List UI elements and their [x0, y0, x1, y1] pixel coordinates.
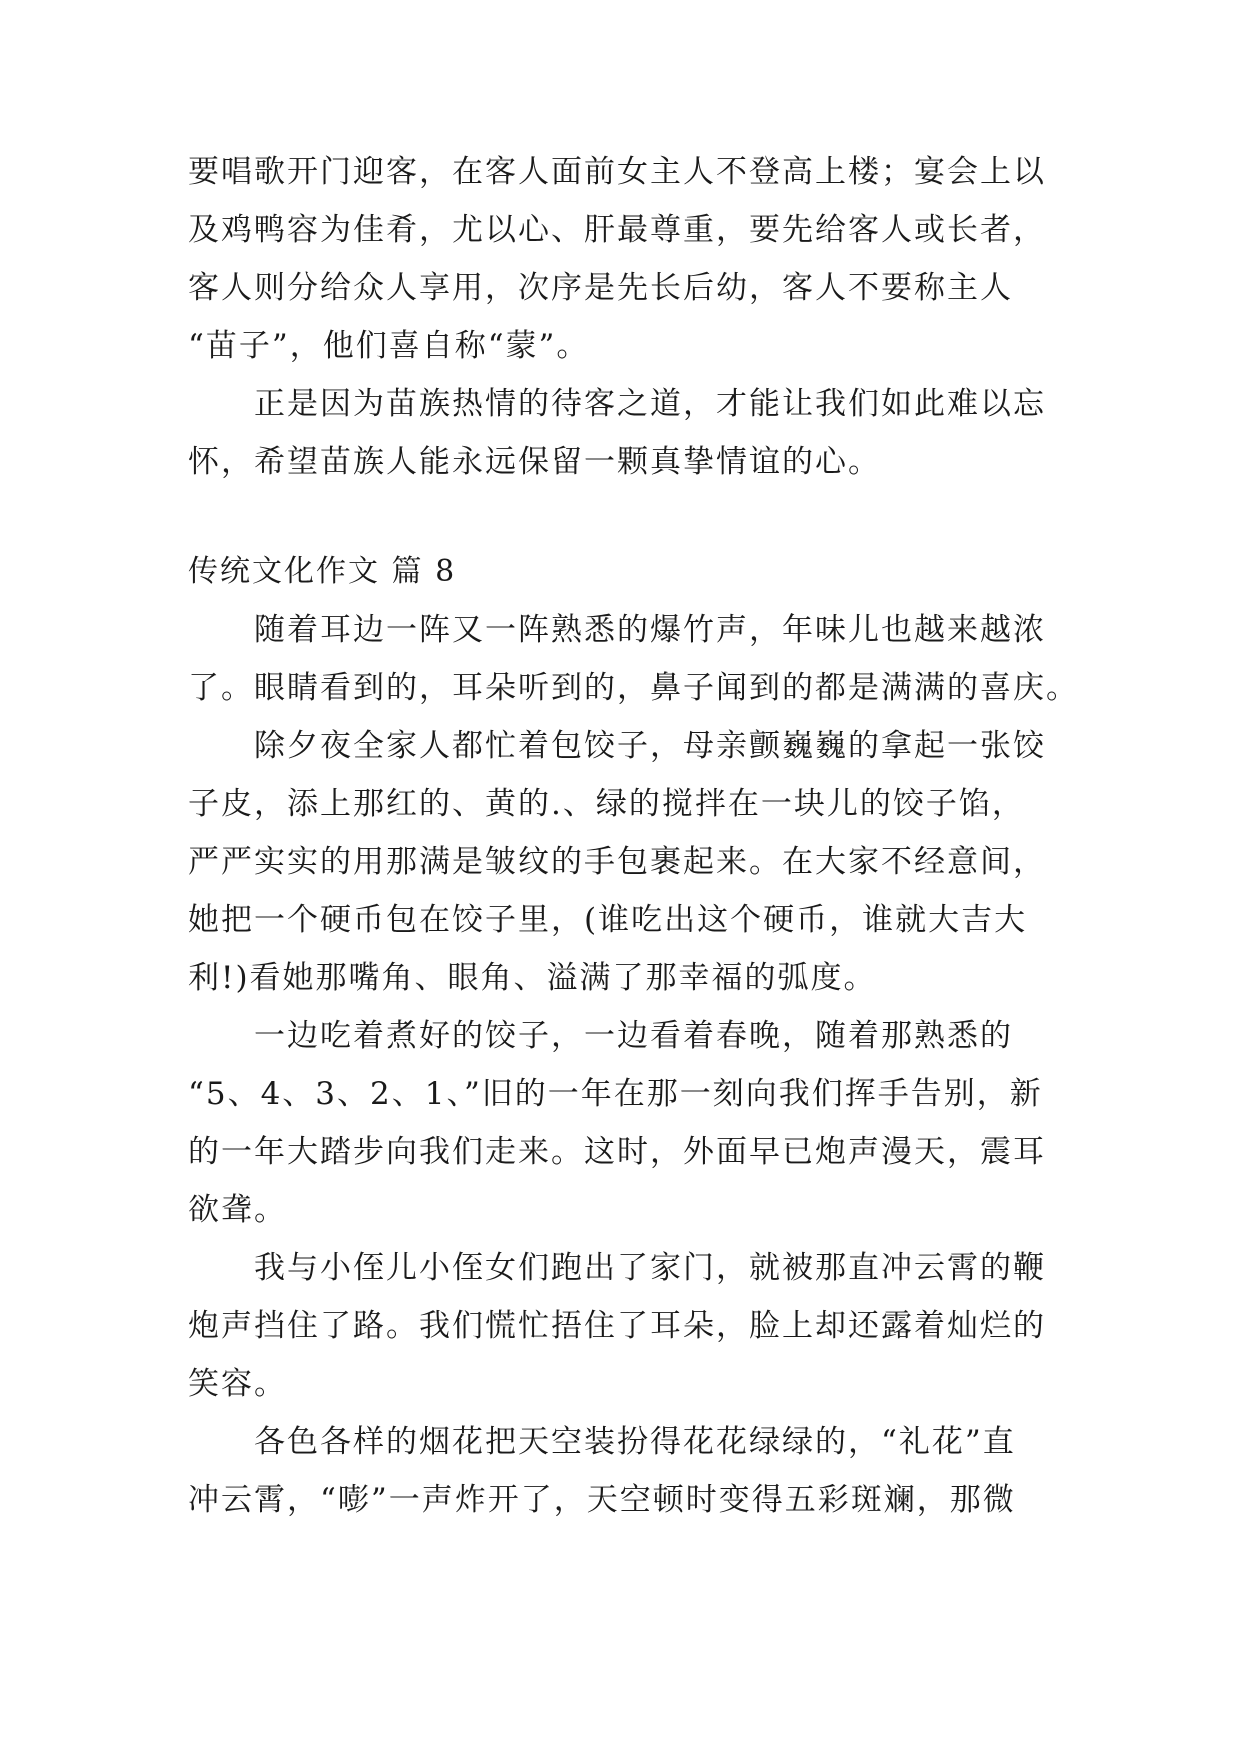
- text-line: 炮声挡住了路。我们慌忙捂住了耳朵，脸上却还露着灿烂的: [188, 1308, 1046, 1344]
- text-line: 笑容。: [188, 1366, 287, 1402]
- text-line: 的一年大踏步向我们走来。这时，外面早已炮声漫天，震耳: [188, 1134, 1046, 1170]
- paragraph-first-line: 我与小侄儿小侄女们跑出了家门，就被那直冲云霄的鞭: [254, 1250, 1046, 1286]
- text-line: 要唱歌开门迎客，在客人面前女主人不登高上楼；宴会上以: [188, 154, 1046, 190]
- paragraph-first-line: 正是因为苗族热情的待客之道，才能让我们如此难以忘: [254, 386, 1046, 422]
- text-line: “苗子”，他们喜自称“蒙”。: [188, 328, 590, 364]
- text-line: 了。眼睛看到的，耳朵听到的，鼻子闻到的都是满满的喜庆。: [188, 670, 1079, 706]
- text-line: 利!)看她那嘴角、眼角、溢满了那幸福的弧度。: [188, 960, 877, 996]
- text-line: 欲聋。: [188, 1192, 287, 1228]
- text-line: 子皮，添上那红的、黄的.、绿的搅拌在一块儿的饺子馅，: [188, 786, 1025, 822]
- text-line: “5、4、3、2、1、”旧的一年在那一刻向我们挥手告别，新: [188, 1076, 1043, 1112]
- text-line: 怀，希望苗族人能永远保留一颗真挚情谊的心。: [188, 444, 881, 480]
- text-line: 严严实实的用那满是皱纹的手包裹起来。在大家不经意间，: [188, 844, 1046, 880]
- paragraph-first-line: 一边吃着煮好的饺子，一边看着春晚，随着那熟悉的: [254, 1018, 1013, 1054]
- text-line: 及鸡鸭容为佳肴，尤以心、肝最尊重，要先给客人或长者，: [188, 212, 1046, 248]
- paragraph-first-line: 各色各样的烟花把天空装扮得花花绿绿的，“礼花”直: [254, 1424, 1016, 1460]
- text-line: 客人则分给众人享用，次序是先长后幼，客人不要称主人: [188, 270, 1013, 306]
- text-line: 她把一个硬币包在饺子里，(谁吃出这个硬币，谁就大吉大: [188, 902, 1028, 938]
- paragraph-first-line: 除夕夜全家人都忙着包饺子，母亲颤巍巍的拿起一张饺: [254, 728, 1046, 764]
- text-line: 冲云霄，“嘭”一声炸开了，天空顿时变得五彩斑斓，那微: [188, 1482, 1016, 1518]
- paragraph-first-line: 随着耳边一阵又一阵熟悉的爆竹声，年味儿也越来越浓: [254, 612, 1046, 648]
- section-heading: 传统文化作文 篇 8: [188, 554, 457, 589]
